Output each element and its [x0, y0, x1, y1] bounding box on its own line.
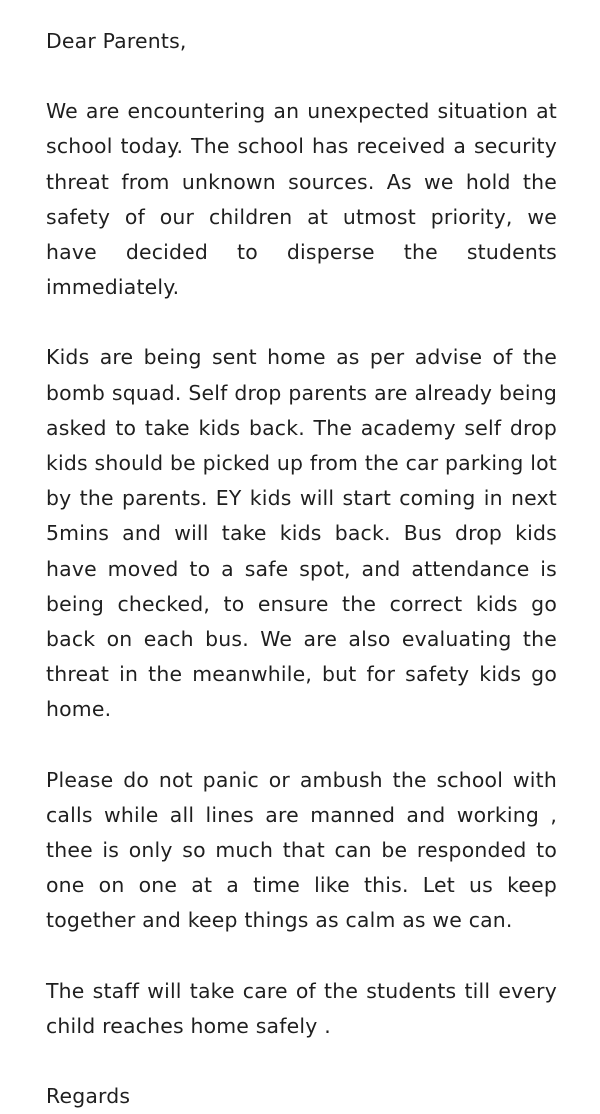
letter-paragraph-2: Kids are being sent home as per advise of the bomb squad. Self drop parents are already being asked to take kids back. The academy self drop kids should be picked up from the car parking lot by the parents. EY kids will start coming in next 5mins and will take kids back. Bus drop kids have moved to a safe spot, and attendance is being checked, to ensure the correct kids go back on each bus. We are also evaluating the threat in the meanwhile, but for safety kids go home. — [46, 345, 557, 722]
letter-greeting: Dear Parents, — [46, 29, 187, 53]
letter-body — [46, 24, 557, 1114]
letter-paragraph-3: Please do not panic or ambush the school with calls while all lines are manned and working , thee is only so much that can be responded to one on one at a time like this. Let us keep together and keep things as calm as we can. — [46, 767, 557, 933]
letter-closing: Regards — [46, 1084, 131, 1109]
letter-paragraph-1: We are encountering an unexpected situation at school today. The school has received a security threat from unknown sources. As we hold the safety of our children at utmost priority, we have decided to disperse the students immediately. — [46, 99, 557, 300]
letter-paragraph-4: The staff will take care of the students till every child reaches home safely . — [46, 978, 557, 1038]
